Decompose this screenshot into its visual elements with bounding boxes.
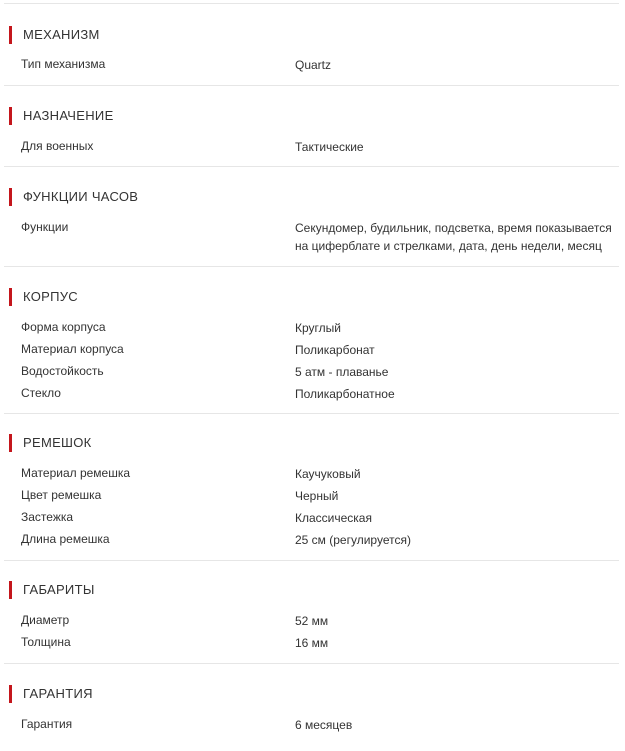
- spec-label: Тип механизма: [21, 57, 106, 71]
- section-title: ГАРАНТИЯ: [9, 685, 93, 703]
- spec-section-warranty: [4, 685, 619, 745]
- spec-value: 16 мм: [295, 636, 329, 650]
- spec-label: Застежка: [21, 510, 74, 524]
- spec-row: [4, 612, 619, 634]
- spec-value: Секундомер, будильник, подсветка, время показывается на циферблате и стрелками, дата, день недели, месяц: [295, 221, 612, 253]
- spec-value: 5 атм - плаванье: [295, 365, 389, 379]
- spec-section-case: [4, 288, 619, 414]
- spec-row: [4, 509, 619, 531]
- spec-label: Толщина: [21, 635, 71, 649]
- section-title: МЕХАНИЗМ: [9, 26, 100, 44]
- section-title: РЕМЕШОК: [9, 434, 92, 452]
- spec-section-strap: [4, 434, 619, 561]
- spec-row: [4, 487, 619, 509]
- section-divider: [4, 85, 619, 86]
- section-divider: [4, 166, 619, 167]
- spec-label: Цвет ремешка: [21, 488, 102, 502]
- spec-label: Диаметр: [21, 613, 70, 627]
- spec-value: 52 мм: [295, 614, 329, 628]
- spec-value: 6 месяцев: [295, 718, 353, 732]
- spec-label: Материал корпуса: [21, 342, 124, 356]
- spec-value: Поликарбонат: [295, 343, 375, 357]
- spec-value: Поликарбонатное: [295, 387, 395, 401]
- spec-value: Каучуковый: [295, 467, 361, 481]
- spec-value: Quartz: [295, 58, 332, 72]
- spec-row: [4, 219, 619, 259]
- spec-value: 25 см (регулируется): [295, 533, 411, 547]
- spec-section-mechanism: [4, 26, 619, 86]
- spec-label: Форма корпуса: [21, 320, 106, 334]
- spec-label: Водостойкость: [21, 364, 104, 378]
- spec-label: Длина ремешка: [21, 532, 110, 546]
- spec-value: Тактические: [295, 140, 364, 154]
- section-divider: [4, 413, 619, 414]
- spec-row: [4, 531, 619, 553]
- spec-row: [4, 716, 619, 738]
- spec-label: Стекло: [21, 386, 61, 400]
- spec-row: [4, 363, 619, 385]
- spec-row: [4, 341, 619, 363]
- spec-label: Для военных: [21, 139, 94, 153]
- spec-label: Функции: [21, 220, 69, 234]
- spec-section-purpose: [4, 107, 619, 167]
- spec-row: [4, 634, 619, 656]
- section-title: ГАБАРИТЫ: [9, 581, 95, 599]
- spec-section-dimensions: [4, 581, 619, 664]
- spec-value: Круглый: [295, 321, 341, 335]
- spec-section-watch-functions: [4, 188, 619, 267]
- top-divider: [4, 3, 619, 4]
- section-title: НАЗНАЧЕНИЕ: [9, 107, 114, 125]
- section-divider: [4, 266, 619, 267]
- spec-row: [4, 465, 619, 487]
- spec-row: [4, 56, 619, 78]
- spec-row: [4, 138, 619, 160]
- section-title: ФУНКЦИИ ЧАСОВ: [9, 188, 138, 206]
- section-title: КОРПУС: [9, 288, 78, 306]
- section-divider: [4, 560, 619, 561]
- spec-label: Материал ремешка: [21, 466, 131, 480]
- spec-row: [4, 319, 619, 341]
- spec-label: Гарантия: [21, 717, 73, 731]
- spec-row: [4, 385, 619, 407]
- spec-value: Черный: [295, 489, 339, 503]
- spec-value: Классическая: [295, 511, 372, 525]
- section-divider: [4, 663, 619, 664]
